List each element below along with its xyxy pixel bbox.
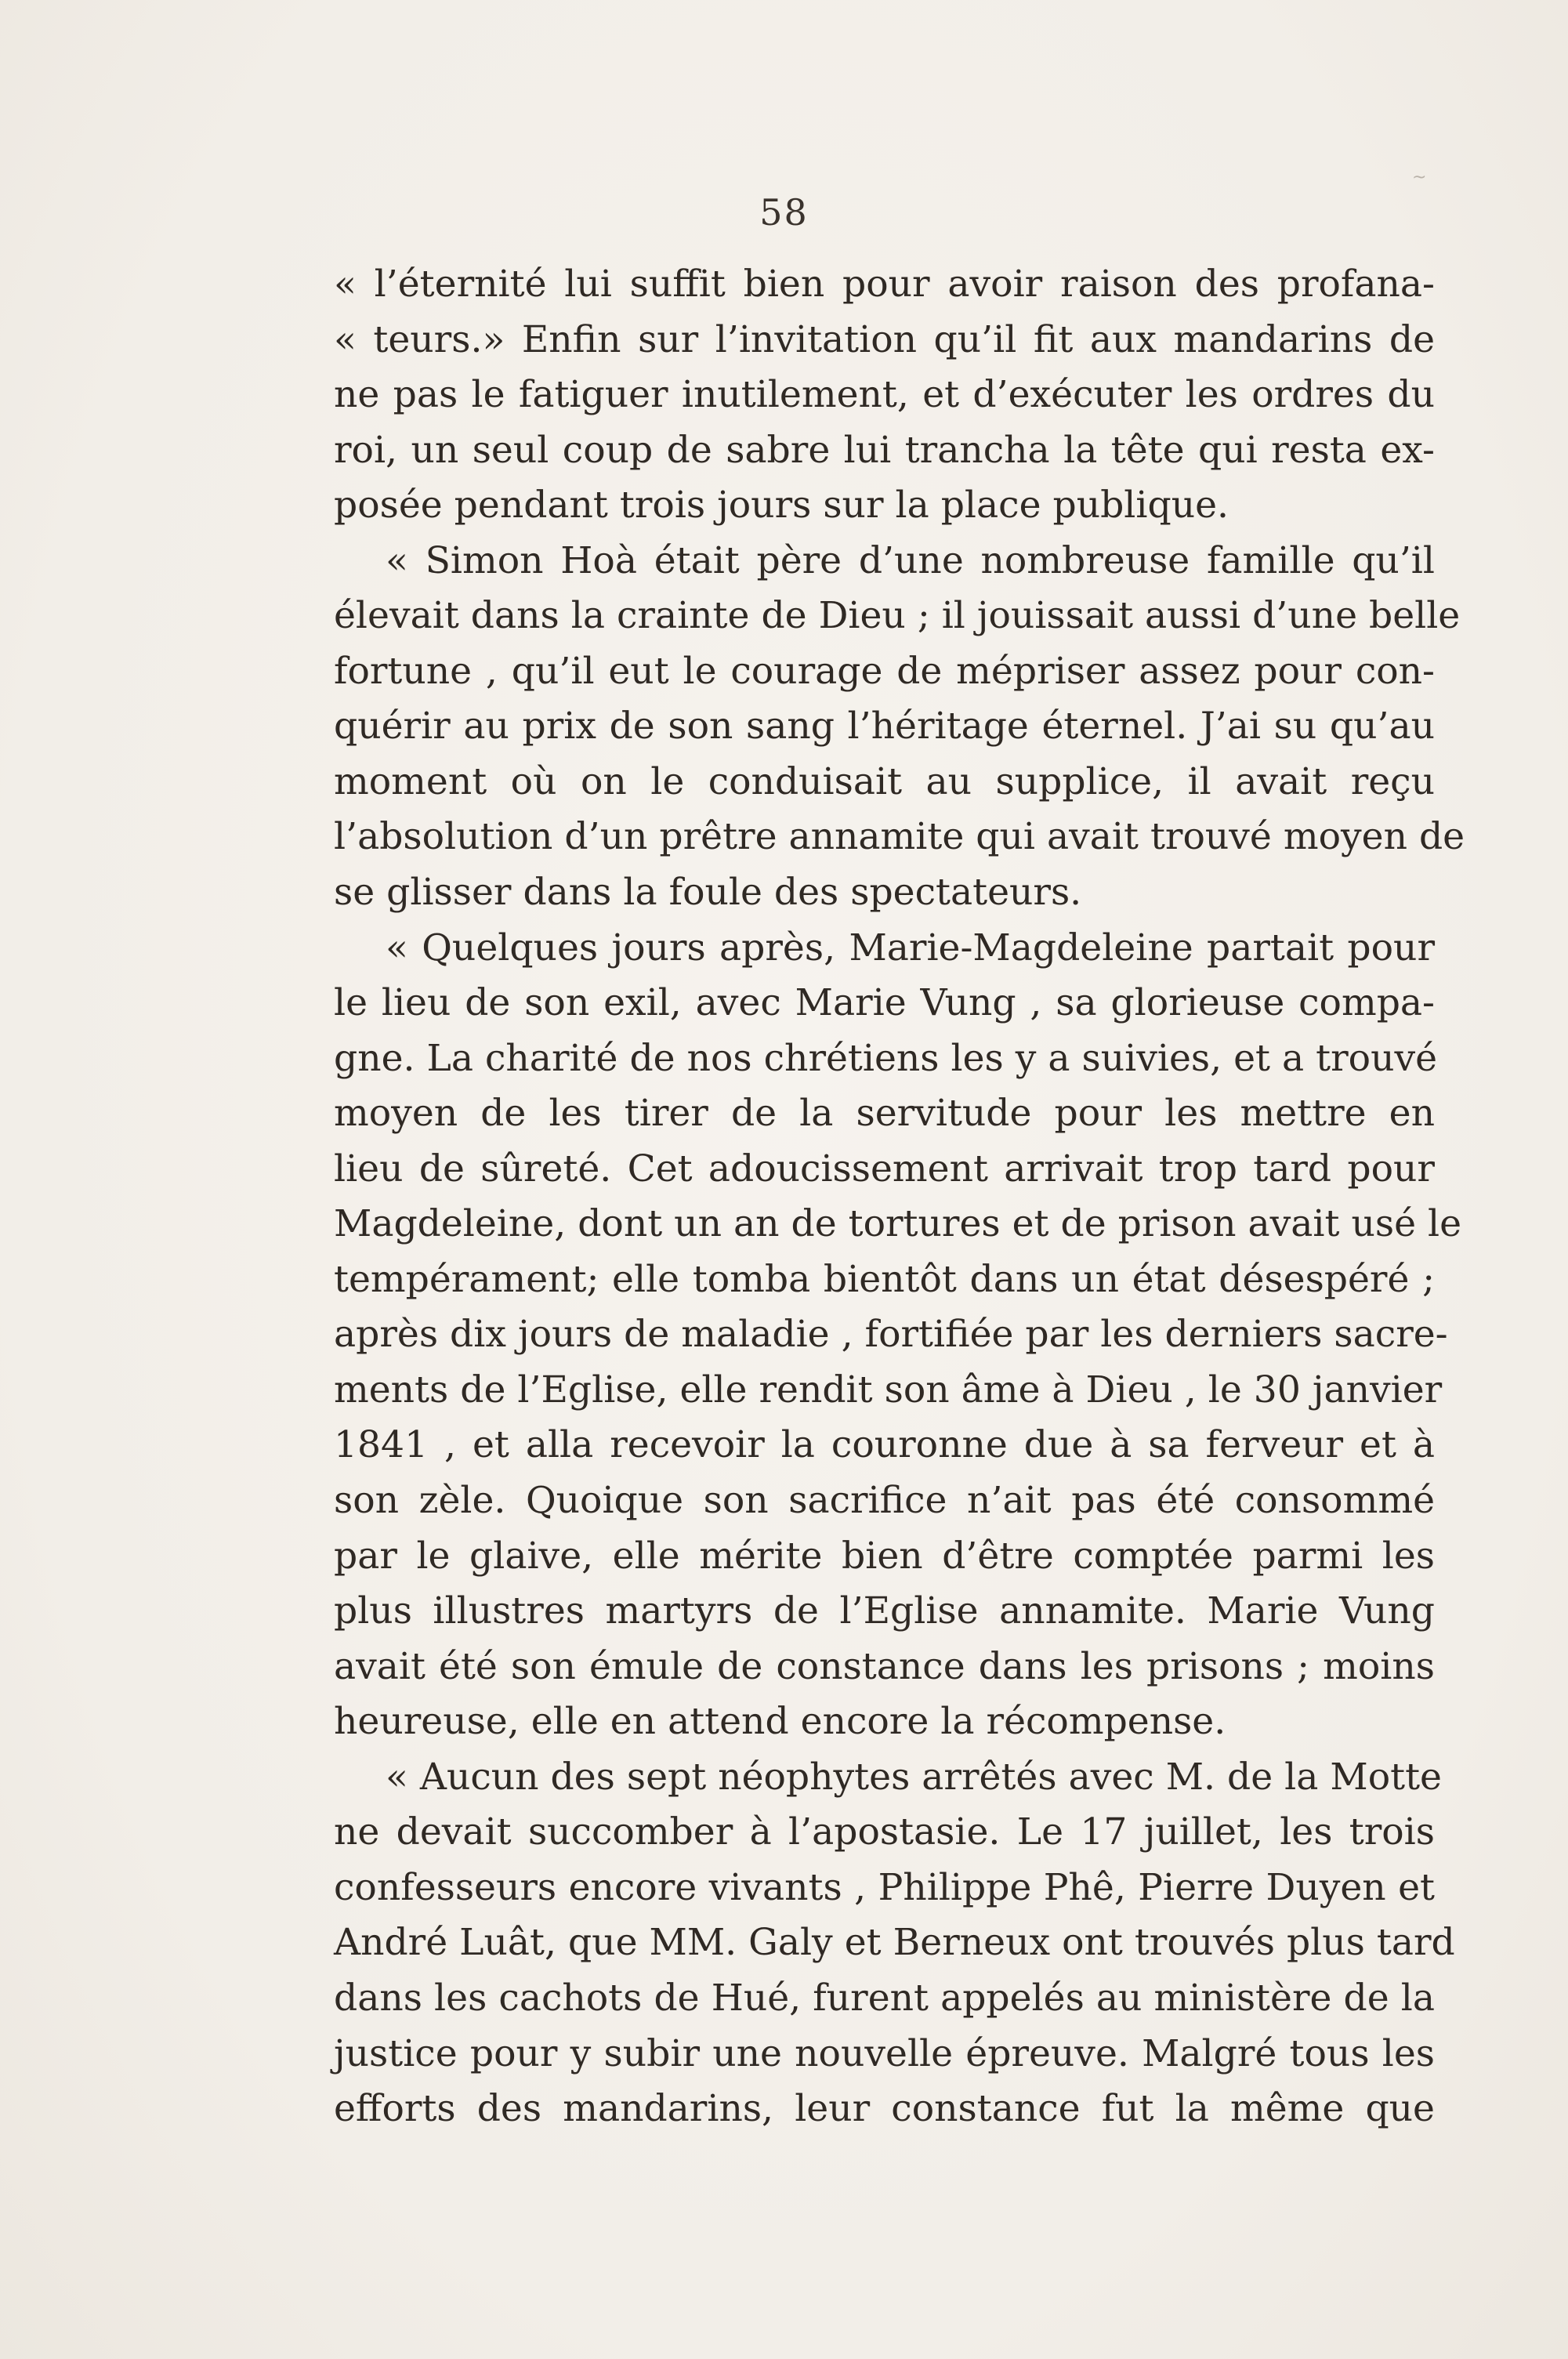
text-line: avait été son émule de constance dans les prisons ; moins <box>334 1644 1435 1688</box>
text-line: « Aucun des sept néophytes arrêtés avec M. de la Motte <box>386 1755 1442 1799</box>
text-line: lieu de sûreté. Cet adoucissement arrivait trop tard pour <box>334 1147 1435 1190</box>
text-line: Magdeleine, dont un an de tortures et de prison avait usé le <box>334 1202 1462 1246</box>
text-line: plus illustres martyrs de l’Eglise annamite. Marie Vung <box>334 1589 1435 1633</box>
text-line: « Quelques jours après, Marie-Magdeleine partait pour <box>386 926 1435 969</box>
text-line: roi, un seul coup de sabre lui trancha la tête qui resta ex- <box>334 428 1435 472</box>
page-number: 58 <box>759 191 809 234</box>
text-line: posée pendant trois jours sur la place publique. <box>334 484 1229 527</box>
text-line: ne devait succomber à l’apostasie. Le 17 juillet, les trois <box>334 1810 1435 1854</box>
text-line: fortune , qu’il eut le courage de mépriser assez pour con- <box>334 649 1435 693</box>
body-text <box>334 257 1465 2137</box>
text-line: se glisser dans la foule des spectateurs. <box>334 871 1082 915</box>
text-line: quérir au prix de son sang l’héritage éternel. J’ai su qu’au <box>334 705 1435 748</box>
text-line: tempérament; elle tomba bientôt dans un état désespéré ; <box>334 1257 1435 1301</box>
text-line: par le glaive, elle mérite bien d’être comptée parmi les <box>334 1534 1435 1578</box>
text-line: heureuse, elle en attend encore la récompense. <box>334 1700 1226 1744</box>
text-line: efforts des mandarins, leur constance fut la même que <box>334 2087 1435 2131</box>
text-line: confesseurs encore vivants , Philippe Phê, Pierre Duyen et <box>334 1865 1435 1909</box>
text-line: justice pour y subir une nouvelle épreuve. Malgré tous les <box>334 2031 1435 2075</box>
text-line: son zèle. Quoique son sacrifice n’ait pas été consommé <box>334 1479 1435 1523</box>
text-line: élevait dans la crainte de Dieu ; il jouissait aussi d’une belle <box>334 594 1461 638</box>
text-line: André Luât, que MM. Galy et Berneux ont trouvés plus tard <box>334 1921 1455 1965</box>
text-line: gne. La charité de nos chrétiens les y a suivies, et a trouvé <box>334 1036 1438 1080</box>
text-line: « l’éternité lui suffit bien pour avoir raison des profana- <box>334 263 1435 306</box>
text-line: ments de l’Eglise, elle rendit son âme à Dieu , le 30 janvier <box>334 1368 1443 1411</box>
text-line: 1841 , et alla recevoir la couronne due à sa ferveur et à <box>334 1423 1435 1467</box>
text-line: après dix jours de maladie , fortifiée par les derniers sacre- <box>334 1313 1448 1357</box>
text-line: moyen de les tirer de la servitude pour les mettre en <box>334 1092 1435 1136</box>
text-line: moment où on le conduisait au supplice, il avait reçu <box>334 759 1435 803</box>
text-line: ne pas le fatiguer inutilement, et d’exécuter les ordres du <box>334 373 1435 417</box>
corner-mark: ~ <box>1412 168 1427 187</box>
text-line: le lieu de son exil, avec Marie Vung , sa glorieuse compa- <box>334 981 1435 1025</box>
text-line: « teurs.» Enfin sur l’invitation qu’il fit aux mandarins de <box>334 317 1435 361</box>
text-line: dans les cachots de Hué, furent appelés au ministère de la <box>334 1976 1435 2020</box>
text-line: « Simon Hoà était père d’une nombreuse famille qu’il <box>386 538 1435 582</box>
text-line: l’absolution d’un prêtre annamite qui avait trouvé moyen de <box>334 815 1465 859</box>
